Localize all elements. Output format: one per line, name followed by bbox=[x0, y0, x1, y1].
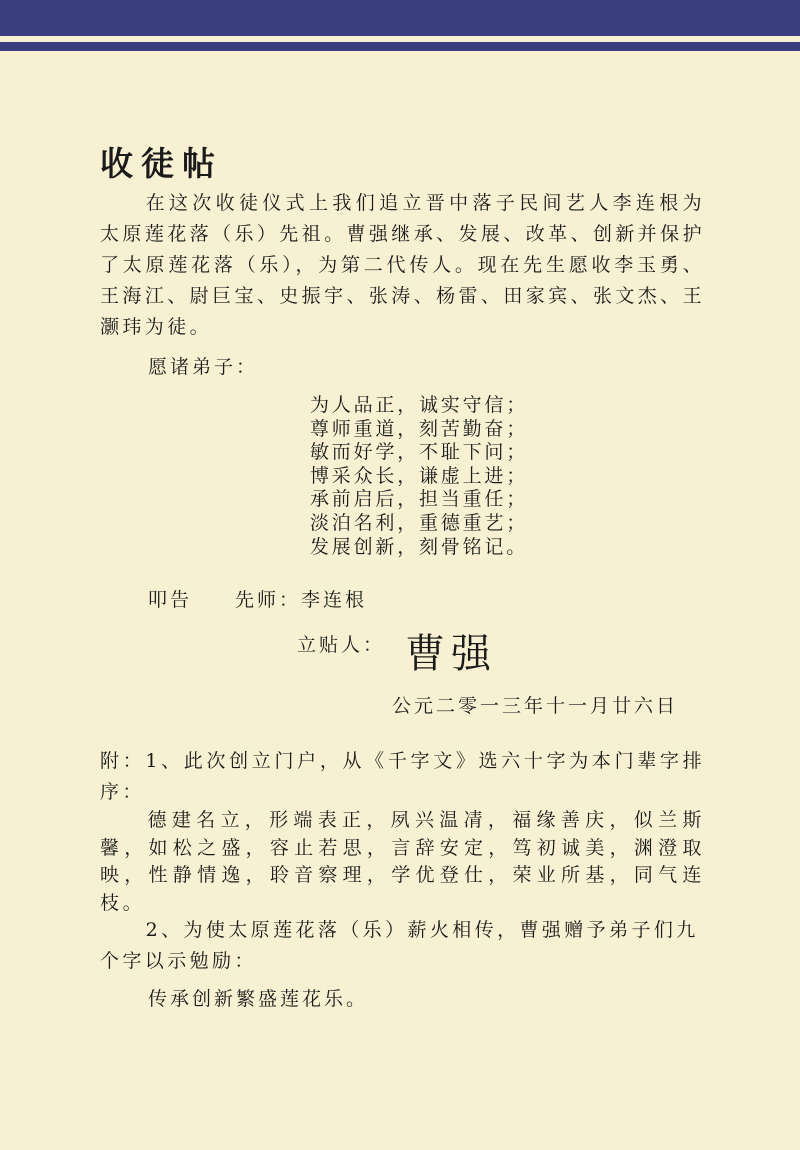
appendix-item-2: 2、为使太原莲花落（乐）薪火相传，曹强赠予弟子们九个字以示勉励： bbox=[100, 919, 699, 972]
report-prefix: 叩告 bbox=[148, 589, 193, 611]
header-band-bottom bbox=[0, 42, 800, 51]
intro-paragraph: 在这次收徒仪式上我们追立晋中落子民间艺人李连根为太原莲花落（乐）先祖。曹强继承、发展、改革、创新并保护了太原莲花落（乐），为第二代传人。现在先生愿收李玉勇、王海江、尉巨宝、史振宇、张涛、杨雷、田家宾、张文杰、王灏玮为徒。 bbox=[100, 192, 705, 338]
poster-signature: 曹强 bbox=[405, 631, 497, 677]
generation-characters: 德建名立，形端表正，夙兴温凊，福缘善庆，似兰斯馨，如松之盛，容止若思，言辞安定，笃初诚美，渊澄取映，性静情逸，聆音察理，学优登仕，荣业所基，同气连枝。 bbox=[100, 809, 705, 914]
document-title: 收徒帖 bbox=[100, 144, 223, 183]
vow-line: 承前启后，担当重任； bbox=[310, 488, 529, 511]
vows-heading: 愿诸弟子： bbox=[148, 356, 259, 378]
appendix-item-1: 附：1、此次创立门户，从《千字文》选六十字为本门辈字排序： bbox=[100, 750, 705, 803]
header-band-top bbox=[0, 0, 800, 36]
vow-line: 为人品正，诚实守信； bbox=[310, 394, 529, 416]
motto-line: 传承创新繁盛莲花乐。 bbox=[148, 988, 369, 1010]
vow-line: 淡泊名利，重德重艺； bbox=[310, 511, 529, 534]
poster-label: 立贴人： bbox=[297, 634, 386, 656]
vows-list bbox=[310, 394, 528, 559]
vow-line: 发展创新，刻骨铭记。 bbox=[310, 535, 529, 558]
document-date: 公元二零一三年十一月廿六日 bbox=[392, 695, 679, 717]
report-late-master: 先师：李连根 bbox=[235, 589, 368, 611]
vow-line: 尊师重道，刻苦勤奋； bbox=[310, 417, 529, 440]
vow-line: 博采众长，谦虚上进； bbox=[310, 464, 529, 487]
vow-line: 敏而好学，不耻下问； bbox=[310, 441, 529, 464]
